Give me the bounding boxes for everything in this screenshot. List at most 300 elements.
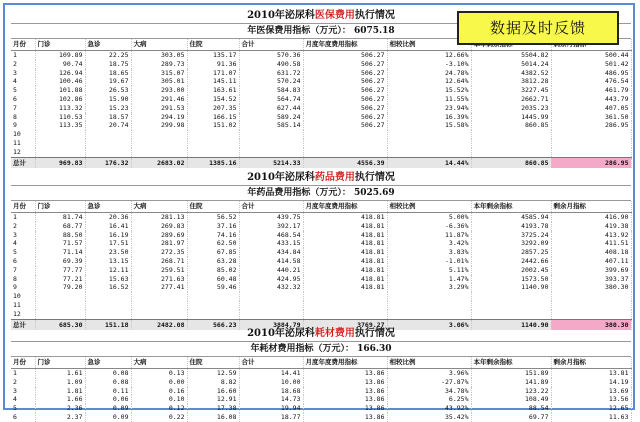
table-cell: 501.42: [551, 60, 631, 69]
table-cell: 12: [11, 148, 35, 157]
table-row: [11, 60, 631, 69]
table-cell: 151.18: [85, 319, 131, 330]
table-cell: [187, 292, 239, 301]
table-cell: 171.07: [187, 69, 239, 78]
table-cell: 570.24: [239, 77, 303, 86]
table-cell: 151.89: [471, 369, 551, 378]
table-cell: 413.92: [551, 231, 631, 240]
table-cell: 3.06%: [387, 319, 471, 330]
table-cell: 506.27: [303, 51, 387, 60]
column-header: 合计: [239, 39, 303, 51]
table-cell: 18.57: [85, 113, 131, 122]
table-cell: 0.09: [85, 404, 131, 413]
table-cell: [387, 310, 471, 319]
section-drugs: [11, 171, 631, 330]
table-cell: 0.12: [131, 404, 187, 413]
table-cell: [471, 139, 551, 148]
table-cell: 6.25%: [387, 395, 471, 404]
table-row: [11, 77, 631, 86]
table-cell: 506.27: [303, 69, 387, 78]
table-row: [11, 95, 631, 104]
table-cell: 506.27: [303, 77, 387, 86]
table-row: [11, 369, 631, 378]
header-row: [11, 357, 631, 369]
table-cell: 35.42%: [387, 413, 471, 422]
table-cell: [303, 148, 387, 157]
section-title: 2010年泌尿科药品费用执行情况: [247, 172, 395, 183]
column-header: 急诊: [85, 39, 131, 51]
table-row: [11, 301, 631, 310]
table-cell: 13.86: [303, 404, 387, 413]
table-cell: 23.50: [85, 248, 131, 257]
column-header: 月份: [11, 357, 35, 369]
table-cell: 380.30: [551, 319, 631, 330]
table-cell: 18.65: [85, 69, 131, 78]
table-cell: 16.08: [187, 413, 239, 422]
table-cell: 281.97: [131, 239, 187, 248]
table-row: [11, 257, 631, 266]
table-row: [11, 113, 631, 122]
table-cell: 685.30: [35, 319, 85, 330]
table-cell: [187, 139, 239, 148]
table-cell: 16.39%: [387, 113, 471, 122]
table-cell: 564.74: [239, 95, 303, 104]
table-cell: 74.16: [187, 231, 239, 240]
table-cell: 461.79: [551, 86, 631, 95]
table-cell: 4193.78: [471, 222, 551, 231]
data-table: [11, 357, 632, 422]
table-cell: 9: [11, 283, 35, 292]
table-cell: 286.95: [551, 121, 631, 130]
table-cell: 2.36: [35, 404, 85, 413]
table-cell: 506.27: [303, 121, 387, 130]
table-cell: 12.64%: [387, 77, 471, 86]
table-row: [11, 231, 631, 240]
table-cell: 62.50: [187, 239, 239, 248]
table-cell: 6: [11, 413, 35, 422]
report-frame: [3, 3, 635, 421]
table-cell: 0.16: [131, 387, 187, 396]
column-header: 相较比例: [387, 39, 471, 51]
table-cell: 1573.50: [471, 275, 551, 284]
table-cell: [471, 292, 551, 301]
table-cell: 1.66: [35, 395, 85, 404]
table-cell: 1385.16: [187, 157, 239, 168]
table-cell: 418.81: [303, 283, 387, 292]
table-cell: 4: [11, 395, 35, 404]
table-cell: 268.71: [131, 257, 187, 266]
table-cell: [131, 292, 187, 301]
table-cell: 88.54: [471, 404, 551, 413]
table-cell: [239, 292, 303, 301]
table-cell: 440.21: [239, 266, 303, 275]
table-cell: 13.86: [303, 413, 387, 422]
table-cell: 18.77: [239, 413, 303, 422]
feedback-badge: 数据及时反馈: [457, 11, 619, 45]
table-cell: 1.09: [35, 378, 85, 387]
table-cell: 11: [11, 301, 35, 310]
column-header: 月度年度费用指标: [303, 201, 387, 213]
table-cell: 3: [11, 387, 35, 396]
table-cell: 1: [11, 369, 35, 378]
table-cell: 20.74: [85, 121, 131, 130]
table-cell: 总计: [11, 319, 35, 330]
table-cell: [239, 301, 303, 310]
table-cell: 969.83: [35, 157, 85, 168]
table-cell: [551, 301, 631, 310]
table-cell: 14.41: [239, 369, 303, 378]
table-cell: 418.81: [303, 222, 387, 231]
table-cell: [131, 301, 187, 310]
table-cell: 1.81: [35, 387, 85, 396]
table-cell: 1.61: [35, 369, 85, 378]
table-cell: [85, 139, 131, 148]
table-cell: 12: [11, 310, 35, 319]
column-header: 本年剩余指标: [471, 357, 551, 369]
table-cell: 13.15: [85, 257, 131, 266]
table-cell: [387, 292, 471, 301]
table-cell: [387, 301, 471, 310]
table-cell: 18.75: [85, 60, 131, 69]
table-cell: 59.46: [187, 283, 239, 292]
table-cell: [35, 292, 85, 301]
table-cell: 69.77: [471, 413, 551, 422]
table-cell: [131, 148, 187, 157]
table-cell: 3.42%: [387, 239, 471, 248]
table-row: [11, 275, 631, 284]
table-row: [11, 292, 631, 301]
table-cell: 259.51: [131, 266, 187, 275]
table-cell: [303, 310, 387, 319]
column-header: 住院: [187, 357, 239, 369]
column-header: 相较比例: [387, 357, 471, 369]
column-header: 急诊: [85, 201, 131, 213]
table-cell: 4556.39: [303, 157, 387, 168]
table-cell: 17.51: [85, 239, 131, 248]
table-cell: 361.50: [551, 113, 631, 122]
table-cell: 8: [11, 113, 35, 122]
table-cell: 3769.27: [303, 319, 387, 330]
column-header: 月度年度费用指标: [303, 357, 387, 369]
table-cell: 12.59: [187, 369, 239, 378]
table-cell: 443.79: [551, 95, 631, 104]
table-cell: 3292.09: [471, 239, 551, 248]
table-cell: 13.86: [303, 395, 387, 404]
table-cell: 3.83%: [387, 248, 471, 257]
table-cell: 24.78%: [387, 69, 471, 78]
table-cell: 432.32: [239, 283, 303, 292]
table-cell: 476.54: [551, 77, 631, 86]
table-cell: 585.14: [239, 121, 303, 130]
table-cell: 16.19: [85, 231, 131, 240]
table-cell: [85, 301, 131, 310]
header-row: [11, 201, 631, 213]
annual-target: 年耗材费用指标（万元）： 166.30: [11, 341, 631, 357]
table-cell: 108.49: [471, 395, 551, 404]
table-cell: -6.36%: [387, 222, 471, 231]
table-cell: 1: [11, 213, 35, 222]
table-cell: 16.60: [187, 387, 239, 396]
table-cell: 15.90: [85, 95, 131, 104]
column-header: 大病: [131, 201, 187, 213]
table-cell: 0.08: [85, 369, 131, 378]
table-cell: 5: [11, 86, 35, 95]
table-cell: [187, 130, 239, 139]
table-cell: 392.17: [239, 222, 303, 231]
column-header: 门诊: [35, 39, 85, 51]
table-cell: 2: [11, 60, 35, 69]
table-cell: 9: [11, 121, 35, 130]
table-cell: 16.52: [85, 283, 131, 292]
table-cell: 293.00: [131, 86, 187, 95]
table-cell: [187, 148, 239, 157]
table-cell: -1.01%: [387, 257, 471, 266]
table-cell: 271.63: [131, 275, 187, 284]
column-header: 月份: [11, 39, 35, 51]
table-cell: 110.53: [35, 113, 85, 122]
table-cell: [551, 148, 631, 157]
table-cell: 566.23: [187, 319, 239, 330]
table-cell: [85, 130, 131, 139]
table-cell: 141.89: [471, 378, 551, 387]
table-cell: [303, 139, 387, 148]
annual-target: 年药品费用指标（万元）： 5025.69: [11, 185, 631, 201]
table-row: [11, 104, 631, 113]
table-cell: 303.05: [131, 51, 187, 60]
table-cell: 3.29%: [387, 283, 471, 292]
table-cell: 13.69: [551, 387, 631, 396]
table-cell: 4: [11, 77, 35, 86]
table-cell: [239, 148, 303, 157]
table-cell: [35, 130, 85, 139]
table-cell: 5.00%: [387, 213, 471, 222]
table-cell: 468.54: [239, 231, 303, 240]
table-cell: 2: [11, 222, 35, 231]
table-cell: 113.32: [35, 104, 85, 113]
table-cell: [131, 130, 187, 139]
table-cell: 0.00: [131, 378, 187, 387]
table-cell: 299.98: [131, 121, 187, 130]
table-cell: 589.24: [239, 113, 303, 122]
table-cell: 16.41: [85, 222, 131, 231]
table-row: [11, 283, 631, 292]
table-cell: 414.58: [239, 257, 303, 266]
table-cell: 15.58%: [387, 121, 471, 130]
table-cell: 34.78%: [387, 387, 471, 396]
table-row: [11, 121, 631, 130]
table-cell: 166.15: [187, 113, 239, 122]
table-cell: 23.94%: [387, 104, 471, 113]
table-cell: 0.22: [131, 413, 187, 422]
table-cell: 60.48: [187, 275, 239, 284]
table-cell: 109.89: [35, 51, 85, 60]
table-cell: 418.81: [303, 266, 387, 275]
table-cell: [35, 139, 85, 148]
table-cell: 68.77: [35, 222, 85, 231]
table-cell: 135.17: [187, 51, 239, 60]
column-header: 住院: [187, 201, 239, 213]
table-row: [11, 310, 631, 319]
table-cell: 5014.24: [471, 60, 551, 69]
table-cell: 100.46: [35, 77, 85, 86]
table-cell: 506.27: [303, 95, 387, 104]
column-header: 门诊: [35, 201, 85, 213]
table-cell: 5: [11, 248, 35, 257]
table-cell: 12.66%: [387, 51, 471, 60]
column-header: 合计: [239, 201, 303, 213]
table-cell: -3.10%: [387, 60, 471, 69]
column-header: 剩余月指标: [551, 357, 631, 369]
table-cell: 860.85: [471, 157, 551, 168]
table-cell: 8.82: [187, 378, 239, 387]
table-cell: 269.83: [131, 222, 187, 231]
table-cell: 3.96%: [387, 369, 471, 378]
table-cell: 10: [11, 292, 35, 301]
table-cell: 13.86: [303, 378, 387, 387]
table-cell: 3884.79: [239, 319, 303, 330]
table-row: [11, 404, 631, 413]
table-cell: 26.53: [85, 86, 131, 95]
table-cell: 399.69: [551, 266, 631, 275]
table-cell: 77.21: [35, 275, 85, 284]
table-row: [11, 387, 631, 396]
table-cell: [471, 301, 551, 310]
table-cell: 2035.23: [471, 104, 551, 113]
column-header: 剩余月指标: [551, 201, 631, 213]
table-cell: 145.11: [187, 77, 239, 86]
table-row: [11, 69, 631, 78]
table-cell: 17.38: [187, 404, 239, 413]
table-cell: 7: [11, 266, 35, 275]
section-title: 2010年泌尿科耗材费用执行情况: [247, 328, 395, 339]
table-cell: [551, 130, 631, 139]
data-table: [11, 201, 632, 330]
table-cell: [239, 310, 303, 319]
table-cell: 4585.94: [471, 213, 551, 222]
table-cell: [35, 148, 85, 157]
table-cell: 8: [11, 275, 35, 284]
table-cell: 总计: [11, 157, 35, 168]
table-cell: 88.50: [35, 231, 85, 240]
table-cell: [239, 130, 303, 139]
table-cell: 584.83: [239, 86, 303, 95]
table-cell: 272.35: [131, 248, 187, 257]
column-header: 本年剩余指标: [471, 201, 551, 213]
table-cell: 154.52: [187, 95, 239, 104]
column-header: 月度年度费用指标: [303, 39, 387, 51]
table-cell: 69.39: [35, 257, 85, 266]
table-cell: 3812.28: [471, 77, 551, 86]
table-cell: 419.38: [551, 222, 631, 231]
table-cell: 289.73: [131, 60, 187, 69]
table-cell: 291.53: [131, 104, 187, 113]
table-cell: 123.22: [471, 387, 551, 396]
table-cell: 0.11: [85, 387, 131, 396]
table-cell: 12.65: [551, 404, 631, 413]
table-row: [11, 413, 631, 422]
table-cell: [551, 292, 631, 301]
table-cell: 506.27: [303, 86, 387, 95]
table-cell: 411.51: [551, 239, 631, 248]
table-cell: 0.09: [85, 413, 131, 422]
column-header: 相较比例: [387, 201, 471, 213]
table-cell: [471, 310, 551, 319]
table-cell: 418.81: [303, 275, 387, 284]
table-cell: 63.28: [187, 257, 239, 266]
table-cell: [35, 301, 85, 310]
table-cell: 2482.08: [131, 319, 187, 330]
total-row: [11, 157, 631, 168]
table-cell: 19.94: [239, 404, 303, 413]
table-cell: 6: [11, 95, 35, 104]
table-cell: 126.94: [35, 69, 85, 78]
table-cell: 4: [11, 239, 35, 248]
table-cell: 506.27: [303, 60, 387, 69]
table-row: [11, 248, 631, 257]
table-row: [11, 213, 631, 222]
table-cell: 631.72: [239, 69, 303, 78]
table-cell: 91.36: [187, 60, 239, 69]
table-cell: [471, 130, 551, 139]
table-cell: 56.52: [187, 213, 239, 222]
table-cell: 3: [11, 69, 35, 78]
table-cell: 113.35: [35, 121, 85, 130]
table-cell: 12.91: [187, 395, 239, 404]
column-header: 急诊: [85, 357, 131, 369]
table-cell: 101.88: [35, 86, 85, 95]
column-header: 大病: [131, 357, 187, 369]
column-header: 门诊: [35, 357, 85, 369]
table-cell: [471, 148, 551, 157]
section-consumables: [11, 327, 631, 422]
table-cell: 13.86: [303, 387, 387, 396]
table-row: [11, 139, 631, 148]
table-cell: 71.57: [35, 239, 85, 248]
table-cell: 424.95: [239, 275, 303, 284]
table-cell: 7: [11, 104, 35, 113]
column-header: 住院: [187, 39, 239, 51]
table-cell: 0.08: [85, 378, 131, 387]
table-cell: 490.58: [239, 60, 303, 69]
table-cell: 418.81: [303, 213, 387, 222]
table-cell: 286.95: [551, 157, 631, 168]
table-cell: 13.86: [303, 369, 387, 378]
table-cell: 14.44%: [387, 157, 471, 168]
table-cell: 3: [11, 231, 35, 240]
table-cell: 2: [11, 378, 35, 387]
table-cell: [551, 139, 631, 148]
table-cell: [187, 301, 239, 310]
table-cell: 500.44: [551, 51, 631, 60]
table-cell: 163.61: [187, 86, 239, 95]
section-title: 2010年泌尿科医保费用执行情况: [247, 10, 395, 21]
table-cell: 570.36: [239, 51, 303, 60]
table-row: [11, 378, 631, 387]
column-header: 合计: [239, 357, 303, 369]
table-cell: [387, 130, 471, 139]
table-cell: 2.37: [35, 413, 85, 422]
table-cell: 3227.45: [471, 86, 551, 95]
table-cell: 439.75: [239, 213, 303, 222]
table-cell: 4382.52: [471, 69, 551, 78]
table-cell: 3725.24: [471, 231, 551, 240]
table-cell: 5504.82: [471, 51, 551, 60]
table-cell: 14.73: [239, 395, 303, 404]
table-cell: 393.37: [551, 275, 631, 284]
table-cell: 407.05: [551, 104, 631, 113]
table-cell: 418.81: [303, 231, 387, 240]
table-cell: 15.63: [85, 275, 131, 284]
